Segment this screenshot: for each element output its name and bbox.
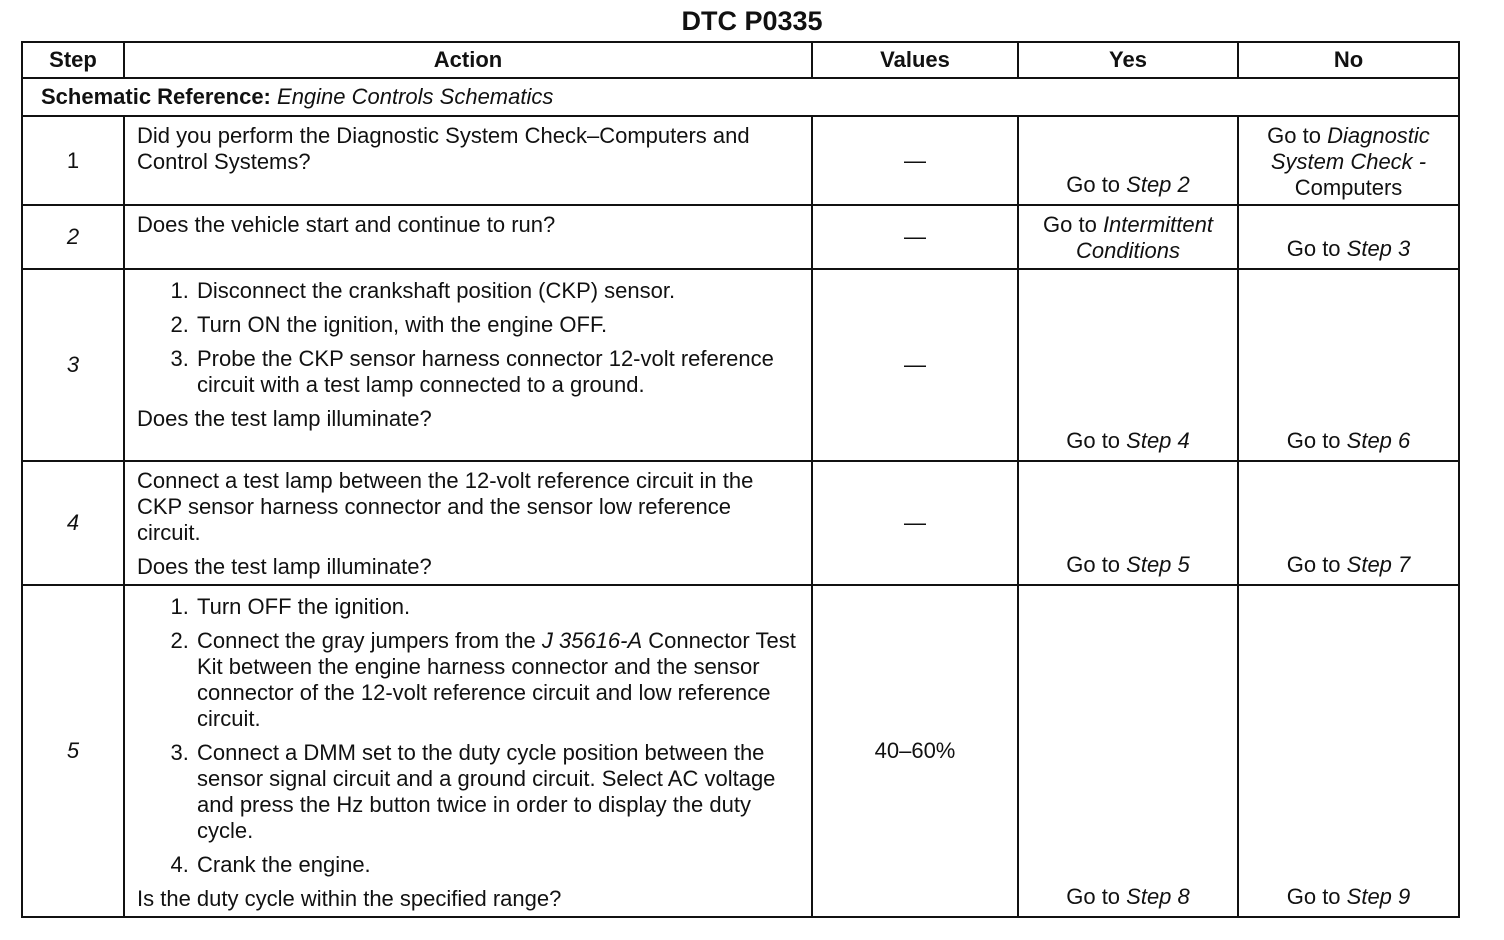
list-item: 4. Crank the engine. xyxy=(195,852,799,878)
step-number: 5 xyxy=(22,585,124,917)
header-values: Values xyxy=(812,42,1018,78)
yes-prefix: Go to xyxy=(1066,172,1127,197)
yes-prefix: Go to xyxy=(1066,428,1127,453)
step-number: 4 xyxy=(22,461,124,585)
list-item-text: Connect the gray jumpers from the xyxy=(197,628,542,653)
list-item-text: Connector Test Kit between the engine harness connector and the sensor connector of the 12-volt reference circuit and low reference circuit. xyxy=(197,628,796,731)
no-prefix: Go to xyxy=(1286,552,1347,577)
schematic-reference-value: Engine Controls Schematics xyxy=(277,84,554,109)
value-cell: — xyxy=(812,116,1018,205)
table-row xyxy=(22,205,1459,269)
header-yes: Yes xyxy=(1018,42,1238,78)
no-cell xyxy=(1238,461,1459,585)
value-cell: 40–60% xyxy=(812,585,1018,917)
list-item: 1. Disconnect the crankshaft position (CKP) sensor. xyxy=(195,278,799,304)
table-row xyxy=(22,269,1459,461)
list-item: 3. Connect a DMM set to the duty cycle position between the sensor signal circuit and a ground circuit. Select AC voltage and press the Hz button twice in order to display the duty cycle. xyxy=(195,740,799,844)
value-cell: — xyxy=(812,205,1018,269)
action-question: Did you perform the Diagnostic System Check–Computers and Control Systems? xyxy=(137,123,750,174)
no-prefix: Go to xyxy=(1286,884,1347,909)
yes-cell xyxy=(1018,116,1238,205)
yes-cell xyxy=(1018,585,1238,917)
no-cell xyxy=(1238,585,1459,917)
no-prefix: Go to xyxy=(1286,236,1347,261)
yes-target: Step 4 xyxy=(1126,428,1190,453)
value-cell: — xyxy=(812,269,1018,461)
yes-target: Step 5 xyxy=(1126,552,1190,577)
action-cell xyxy=(124,116,812,205)
yes-prefix: Go to xyxy=(1066,884,1127,909)
no-cell xyxy=(1238,205,1459,269)
no-cell xyxy=(1238,116,1459,205)
table-row xyxy=(22,116,1459,205)
table-row xyxy=(22,461,1459,585)
list-item xyxy=(195,628,799,732)
step-number: 1 xyxy=(22,116,124,205)
no-cell xyxy=(1238,269,1459,461)
diagnostic-table xyxy=(21,41,1460,918)
yes-prefix: Go to xyxy=(1066,552,1127,577)
action-text: Connect a test lamp between the 12-volt reference circuit in the CKP sensor harness connector and the sensor low reference circuit. xyxy=(137,468,754,545)
no-target: Step 7 xyxy=(1346,552,1411,577)
page-title: DTC P0335 xyxy=(681,6,823,36)
header-no: No xyxy=(1238,42,1459,78)
schematic-reference-label: Schematic Reference: xyxy=(41,84,271,109)
header-row xyxy=(22,42,1459,78)
action-question: Is the duty cycle within the specified range? xyxy=(137,886,562,911)
action-cell xyxy=(124,461,812,585)
action-question: Does the vehicle start and continue to run? xyxy=(137,212,556,237)
list-item: 3. Probe the CKP sensor harness connector 12-volt reference circuit with a test lamp connected to a ground. xyxy=(195,346,799,398)
yes-target: Step 8 xyxy=(1126,884,1190,909)
schematic-reference xyxy=(22,78,1459,116)
no-target: Step 3 xyxy=(1346,236,1411,261)
no-target: Step 6 xyxy=(1346,428,1411,453)
no-target: Step 9 xyxy=(1346,884,1411,909)
action-list xyxy=(137,278,799,398)
header-action: Action xyxy=(124,42,812,78)
action-cell xyxy=(124,585,812,917)
action-list xyxy=(137,594,799,878)
table-row xyxy=(22,585,1459,917)
no-target: Diagnostic System Check - xyxy=(1270,123,1430,174)
yes-target: Step 2 xyxy=(1126,172,1190,197)
yes-cell xyxy=(1018,461,1238,585)
yes-cell xyxy=(1018,269,1238,461)
list-item: 1. Turn OFF the ignition. xyxy=(195,594,799,620)
yes-cell xyxy=(1018,205,1238,269)
action-cell xyxy=(124,205,812,269)
tool-number: J 35616-A xyxy=(541,628,643,653)
yes-prefix: Go to xyxy=(1043,212,1103,237)
action-question: Does the test lamp illuminate? xyxy=(137,406,432,431)
value-cell: — xyxy=(812,461,1018,585)
action-cell xyxy=(124,269,812,461)
action-question: Does the test lamp illuminate? xyxy=(137,554,432,579)
schematic-reference-row xyxy=(22,78,1459,116)
no-suffix: Computers xyxy=(1294,175,1403,200)
no-prefix: Go to xyxy=(1286,428,1347,453)
list-item: 2. Turn ON the ignition, with the engine OFF. xyxy=(195,312,799,338)
step-number: 2 xyxy=(22,205,124,269)
yes-target: Intermittent Conditions xyxy=(1076,212,1213,263)
step-number: 3 xyxy=(22,269,124,461)
no-prefix: Go to xyxy=(1267,123,1328,148)
header-step: Step xyxy=(22,42,124,78)
